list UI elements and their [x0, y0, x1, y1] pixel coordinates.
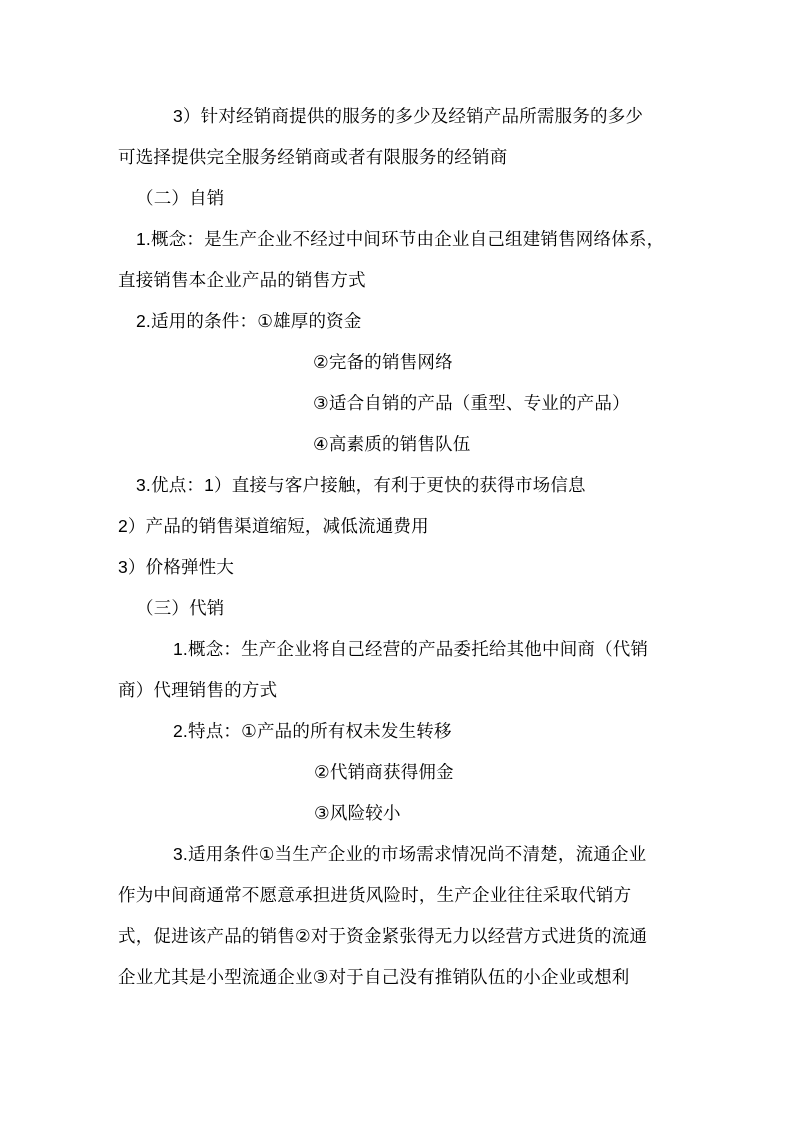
paragraph: 直接销售本企业产品的销售方式 [118, 270, 366, 290]
paragraph: ②代销商获得佣金 [314, 762, 454, 782]
paragraph: 式，促进该产品的销售②对于资金紧张得无力以经营方式进货的流通 [118, 926, 648, 946]
paragraph: （三）代销 [136, 598, 225, 618]
paragraph: 3）针对经销商提供的服务的多少及经销产品所需服务的多少 [173, 106, 644, 126]
paragraph: ③适合自销的产品（重型、专业的产品） [313, 393, 630, 413]
paragraph: ②完备的销售网络 [313, 352, 453, 372]
document-body [118, 96, 675, 998]
paragraph: ③风险较小 [314, 803, 401, 823]
paragraph: 1.概念：生产企业将自己经营的产品委托给其他中间商（代销 [173, 639, 649, 659]
paragraph: 1.概念：是生产企业不经过中间环节由企业自己组建销售网络体系， [136, 229, 665, 249]
paragraph: ④高素质的销售队伍 [313, 434, 471, 454]
paragraph: 企业尤其是小型流通企业③对于自己没有推销队伍的小企业或想利 [118, 967, 630, 987]
paragraph: 可选择提供完全服务经销商或者有限服务的经销商 [118, 147, 508, 167]
paragraph: 2）产品的销售渠道缩短，减低流通费用 [118, 516, 429, 536]
paragraph: 2.适用的条件：①雄厚的资金 [136, 311, 362, 331]
paragraph: 2.特点：①产品的所有权未发生转移 [173, 721, 452, 741]
paragraph: 3.优点：1）直接与客户接触，有利于更快的获得市场信息 [136, 475, 586, 495]
paragraph: 商）代理销售的方式 [118, 680, 278, 700]
paragraph: 3）价格弹性大 [118, 557, 235, 577]
paragraph: 作为中间商通常不愿意承担进货风险时，生产企业往往采取代销方 [118, 885, 632, 905]
paragraph: 3.适用条件①当生产企业的市场需求情况尚不清楚，流通企业 [173, 844, 647, 864]
paragraph: （二）自销 [136, 188, 225, 208]
